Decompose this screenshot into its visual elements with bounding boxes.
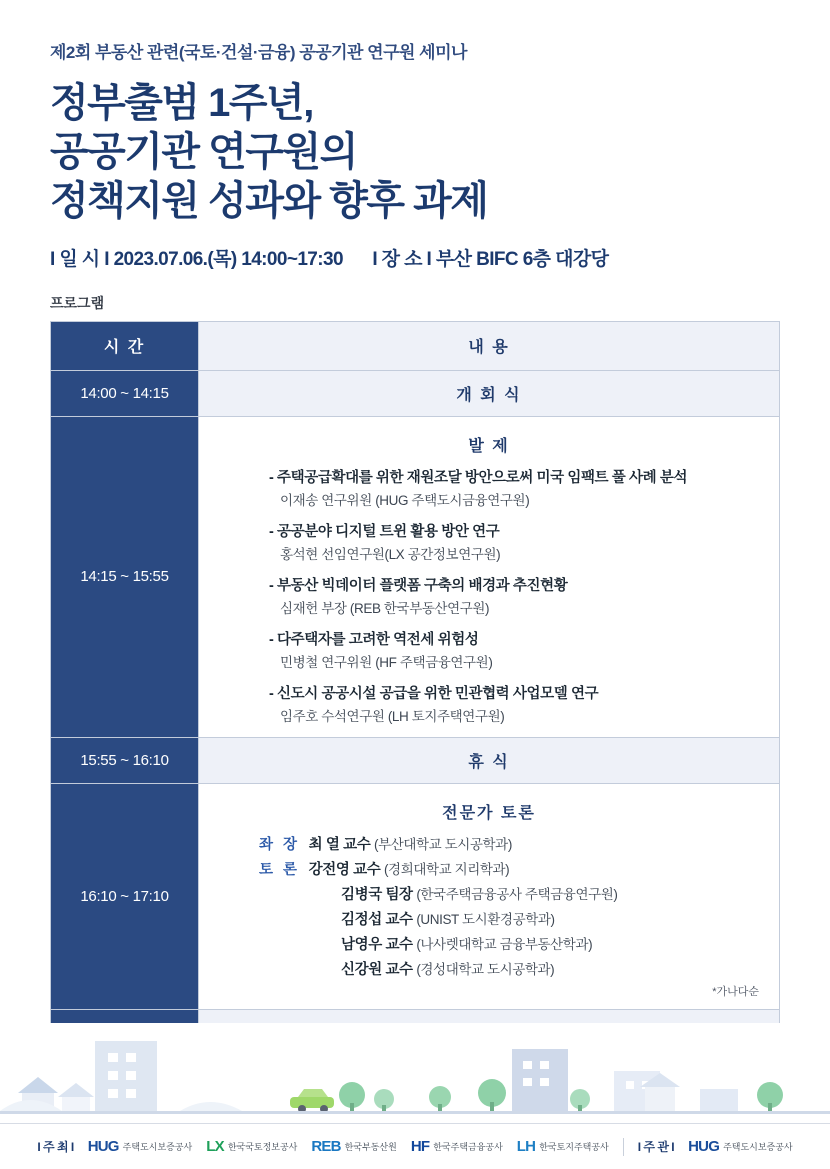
title-line-2: 공공기관 연구원의 bbox=[50, 130, 357, 175]
list-item bbox=[213, 628, 765, 671]
date-label: I 일 시 I bbox=[50, 248, 109, 270]
place-value: 부산 BIFC 6층 대강당 bbox=[435, 248, 609, 270]
column-header-content: 내 용 bbox=[199, 321, 780, 370]
list-item bbox=[213, 520, 765, 563]
logo-sub: 한국부동산원 bbox=[344, 1142, 397, 1152]
list-item bbox=[213, 574, 765, 617]
moderator-affiliation: (부산대학교 도시공학과) bbox=[373, 836, 512, 852]
poster-header bbox=[0, 0, 830, 313]
date-value: 2023.07.06.(목) 14:00~17:30 bbox=[113, 248, 343, 270]
presentation-title: - 다주택자를 고려한 역전세 위험성 bbox=[269, 631, 479, 648]
panelist-affiliation: (한국주택금융공사 주택금융연구원) bbox=[416, 886, 618, 902]
presenter: 이재송 연구위원 (HUG 주택도시금융연구원) bbox=[280, 492, 530, 508]
host-label: I 주 최 I bbox=[37, 1140, 74, 1154]
row-time: 14:15 ~ 15:55 bbox=[51, 416, 199, 737]
row-title: 휴 식 bbox=[199, 737, 780, 783]
title-line-3: 정책지원 성과와 향후 과제 bbox=[50, 179, 488, 224]
logo-mark: LH bbox=[516, 1138, 536, 1155]
title-line-1: 정부출범 1주년, bbox=[50, 81, 313, 125]
logo-sub: 한국국토정보공사 bbox=[227, 1142, 298, 1152]
table-row bbox=[51, 737, 780, 783]
panelist-line bbox=[259, 958, 765, 979]
footer-divider bbox=[623, 1138, 624, 1156]
panelist-name: 남영우 교수 bbox=[341, 936, 413, 953]
panelist-line bbox=[259, 883, 765, 904]
order-note: *가나다순 bbox=[712, 985, 759, 998]
presentation-title: - 부동산 빅데이터 플랫폼 구축의 배경과 추진현황 bbox=[269, 577, 568, 594]
presenter: 임주호 수석연구원 (LH 토지주택연구원) bbox=[280, 708, 505, 724]
logo-lh bbox=[517, 1138, 609, 1155]
panel-role: 토 론 bbox=[259, 861, 301, 878]
presenter: 심재헌 부장 (REB 한국부동산연구원) bbox=[280, 600, 490, 616]
logo-sub: 한국토지주택공사 bbox=[539, 1142, 609, 1152]
panelist-affiliation: (경성대학교 도시공학과) bbox=[416, 961, 555, 977]
row-time: 16:10 ~ 17:10 bbox=[51, 783, 199, 1009]
logo-hug bbox=[88, 1138, 193, 1155]
panelist-line bbox=[259, 908, 765, 929]
row-content bbox=[199, 416, 780, 737]
place-label: I 장 소 I bbox=[372, 248, 432, 270]
presentation-title: - 주택공급확대를 위한 재원조달 방안으로써 미국 임팩트 풀 사례 분석 bbox=[269, 469, 688, 486]
presentation-title: - 신도시 공공시설 공급을 위한 민관협력 사업모델 연구 bbox=[269, 685, 599, 702]
logo-hf bbox=[411, 1138, 503, 1155]
section-title: 전문가 토론 bbox=[442, 804, 536, 822]
panelist-affiliation: (경희대학교 지리학과) bbox=[383, 861, 510, 877]
moderator-role: 좌 장 bbox=[259, 836, 301, 853]
presenter: 민병철 연구위원 (HF 주택금융연구원) bbox=[280, 654, 493, 670]
list-item bbox=[213, 682, 765, 725]
table-row bbox=[51, 370, 780, 416]
footer-logos bbox=[0, 1123, 830, 1169]
row-title: 개 회 식 bbox=[199, 370, 780, 416]
panelist-line bbox=[259, 858, 765, 879]
logo-sub: 주택도시보증공사 bbox=[723, 1142, 793, 1152]
moderator-line bbox=[259, 833, 765, 854]
program-table bbox=[50, 321, 780, 1102]
panelist-name: 김병국 팀장 bbox=[341, 886, 413, 903]
section-title: 발 제 bbox=[468, 437, 510, 455]
table-row bbox=[51, 783, 780, 1009]
logo-lx bbox=[206, 1138, 297, 1155]
page-title bbox=[50, 79, 780, 227]
presentation-title: - 공공분야 디지털 트윈 활용 방안 연구 bbox=[269, 523, 500, 540]
logo-reb bbox=[311, 1138, 396, 1155]
table-header-row bbox=[51, 321, 780, 370]
program-label: 프로그램 bbox=[50, 294, 105, 311]
table-row bbox=[51, 416, 780, 737]
panelist-name: 김정섭 교수 bbox=[341, 911, 413, 928]
logo-mark: HUG bbox=[688, 1138, 720, 1155]
seminar-kicker: 제2회 부동산 관련(국토·건설·금융) 공공기관 연구원 세미나 bbox=[50, 43, 467, 62]
logo-mark: HF bbox=[410, 1138, 430, 1155]
moderator-name: 최 열 교수 bbox=[308, 836, 371, 853]
discussion-block bbox=[213, 833, 765, 979]
presenter: 홍석현 선임연구원(LX 공간정보연구원) bbox=[280, 546, 501, 562]
row-time: 15:55 ~ 16:10 bbox=[51, 737, 199, 783]
row-time: 14:00 ~ 14:15 bbox=[51, 370, 199, 416]
city-illustration bbox=[0, 1023, 830, 1123]
logo-mark: HUG bbox=[87, 1138, 119, 1155]
logo-sub: 주택도시보증공사 bbox=[122, 1142, 193, 1152]
panelist-affiliation: (나사렛대학교 금융부동산학과) bbox=[416, 936, 593, 952]
panelist-name: 신강원 교수 bbox=[341, 961, 413, 978]
panelist-line bbox=[259, 933, 765, 954]
event-meta bbox=[50, 244, 780, 271]
list-item bbox=[213, 466, 765, 509]
logo-hug-organizer bbox=[688, 1138, 793, 1155]
column-header-time: 시 간 bbox=[51, 321, 199, 370]
logo-sub: 한국주택금융공사 bbox=[433, 1142, 503, 1152]
panelist-affiliation: (UNIST 도시환경공학과) bbox=[416, 911, 555, 927]
panelist-name: 강전영 교수 bbox=[308, 861, 381, 878]
row-content bbox=[199, 783, 780, 1009]
program-table-wrap bbox=[0, 321, 830, 1102]
logo-mark: LX bbox=[206, 1138, 224, 1155]
logo-mark: REB bbox=[311, 1138, 341, 1155]
organizer-label: I 주 관 I bbox=[637, 1140, 675, 1154]
